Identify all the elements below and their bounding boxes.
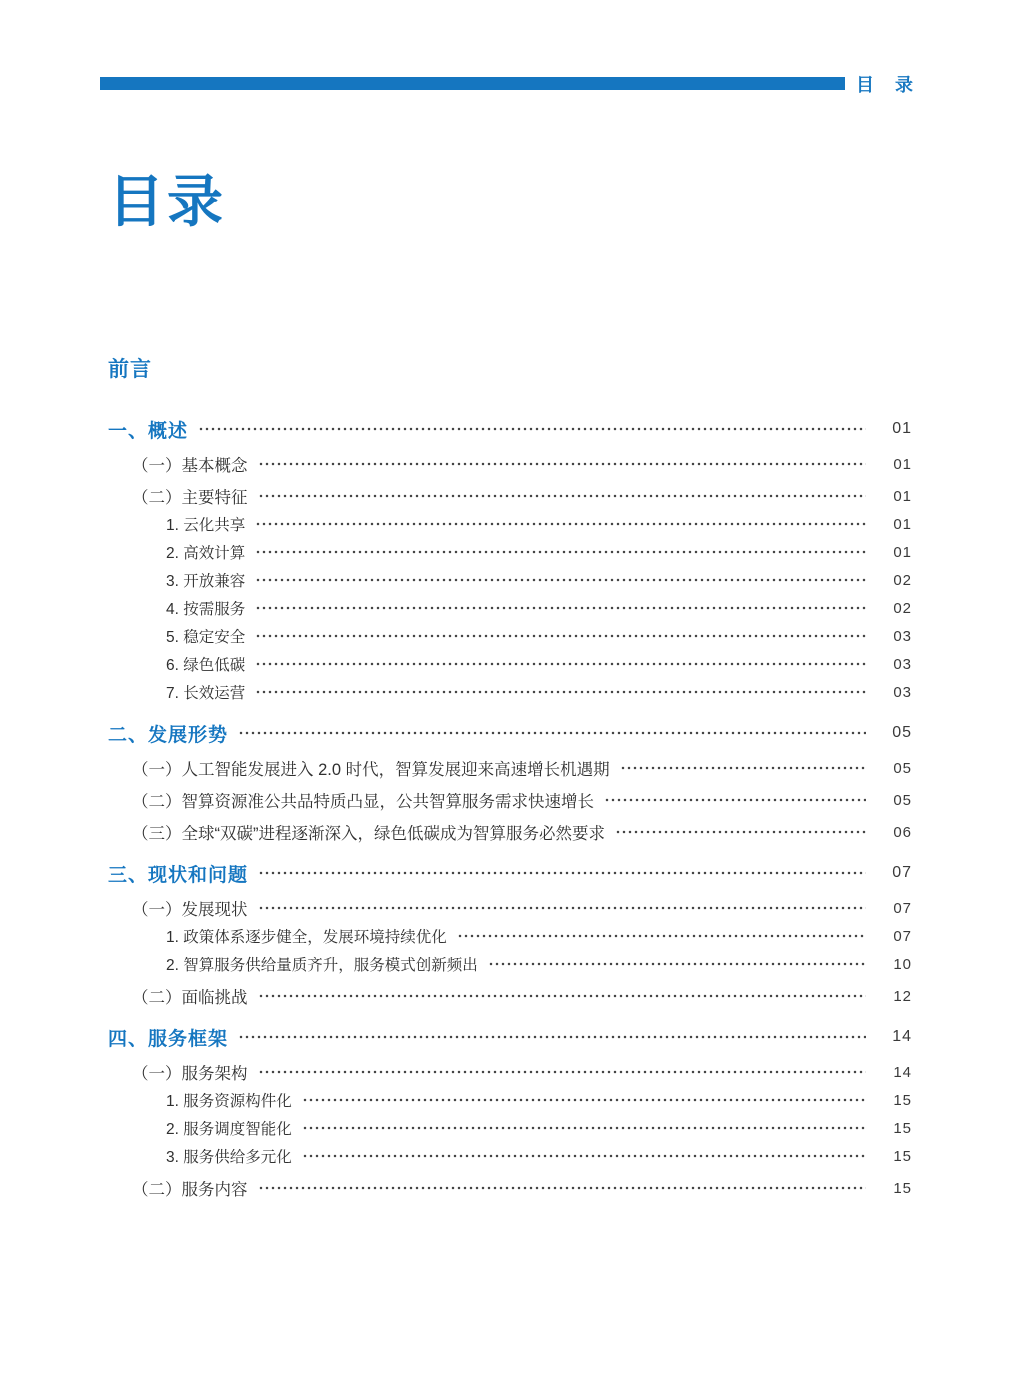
toc-entry-label: 3. 服务供给多元化 [166,1149,292,1166]
toc-entry-leader [302,1086,866,1114]
toc-entry-label: 二、发展形势 [108,724,229,746]
toc-entry-page: 01 [893,543,912,561]
toc-entry-leader [457,922,866,950]
toc-entry-label: （一）发展现状 [132,901,248,919]
toc-entry-leader [255,510,866,538]
toc-entry-page: 07 [893,899,912,917]
toc-entry [108,818,912,846]
toc-entry-label: 6. 绿色低碳 [166,657,246,674]
toc-entry [108,415,912,443]
toc-entry-label: 2. 智算服务供给量质齐升，服务模式创新频出 [166,957,478,974]
toc-entry-leader [488,950,866,978]
toc-entry-page: 02 [893,571,912,589]
toc-entry [108,1086,912,1114]
toc-entry [108,719,912,747]
toc-entry-page: 15 [893,1179,912,1197]
toc-entry-page: 15 [893,1119,912,1137]
toc-entry-leader [302,1142,866,1170]
toc-entry [108,786,912,814]
header-rule [100,77,845,90]
toc-entry [108,538,912,566]
toc-entry-page: 15 [893,1147,912,1165]
toc-entry-label: （二）智算资源准公共品特质凸显，公共智算服务需求快速增长 [132,793,594,811]
toc-entry-leader [255,622,866,650]
toc-entry-label: （二）服务内容 [132,1181,248,1199]
toc-entry [108,1142,912,1170]
toc-entry-label: 2. 高效计算 [166,545,246,562]
toc-entry [108,1114,912,1142]
toc-entry-leader [302,1114,866,1142]
toc-entry [108,566,912,594]
toc-entry-page: 01 [893,515,912,533]
toc-entry [108,650,912,678]
toc-entry-leader [198,415,866,443]
toc-entry-label: 1. 云化共享 [166,517,246,534]
toc-entry-label: （二）面临挑战 [132,989,248,1007]
toc-entry-label: 4. 按需服务 [166,601,246,618]
toc-entry-page: 12 [893,987,912,1005]
toc-entry-leader [258,982,867,1010]
toc-entry-leader [238,719,866,747]
toc-entry-leader [258,1174,867,1202]
toc-entry-leader [620,754,866,782]
header-corner-label: 目 录 [856,75,922,95]
toc-entry-leader [604,786,866,814]
toc-entry-leader [255,594,866,622]
toc-entry-leader [238,1023,866,1051]
toc-entry-page: 06 [893,823,912,841]
toc-entry-page: 10 [893,955,912,973]
toc-entry [108,510,912,538]
toc-entry-leader [258,894,867,922]
toc-entry-page: 07 [893,927,912,945]
toc-entry-leader [255,650,866,678]
toc-entry-page: 14 [893,1063,912,1081]
toc-entry [108,482,912,510]
toc-entry-leader [258,482,867,510]
toc-entry-label: （一）服务架构 [132,1065,248,1083]
toc-entry-page: 01 [892,420,912,437]
toc-entry-page: 05 [892,724,912,741]
toc-entry [108,1058,912,1086]
toc-list [108,402,912,1202]
toc-entry-leader [255,538,866,566]
toc-entry [108,982,912,1010]
toc-entry [108,894,912,922]
toc-entry-label: （二）主要特征 [132,489,248,507]
toc-entry [108,1174,912,1202]
toc-entry-leader [258,859,866,887]
toc-entry-label: 一、概述 [108,420,189,442]
toc-entry [108,859,912,887]
toc-entry-label: 2. 服务调度智能化 [166,1121,292,1138]
toc-entry-page: 03 [893,655,912,673]
toc-entry-label: 三、现状和问题 [108,864,249,886]
toc-entry [108,922,912,950]
toc-entry [108,678,912,706]
toc-entry-page: 01 [893,455,912,473]
toc-entry [108,950,912,978]
toc-entry-page: 03 [893,683,912,701]
toc-entry-page: 02 [893,599,912,617]
toc-entry-page: 05 [893,759,912,777]
toc-entry-page: 01 [893,487,912,505]
toc-entry-page: 07 [892,864,912,881]
toc-entry-page: 03 [893,627,912,645]
toc-entry-leader [258,450,867,478]
toc-entry-label: （一）基本概念 [132,457,248,475]
toc-entry-label: （一）人工智能发展进入 2.0 时代，智算发展迎来高速增长机遇期 [132,761,610,779]
toc-entry-leader [255,678,866,706]
page-title: 目录 [108,170,226,233]
toc-entry [108,754,912,782]
toc-entry [108,1023,912,1051]
toc-entry [108,450,912,478]
toc-entry-label: 3. 开放兼容 [166,573,246,590]
toc-entry-leader [258,1058,867,1086]
toc-entry [108,594,912,622]
toc-entry-label: 1. 服务资源构件化 [166,1093,292,1110]
toc-entry-page: 15 [893,1091,912,1109]
toc-entry-leader [255,566,866,594]
preface-heading: 前言 [108,358,152,381]
toc-entry-page: 14 [892,1028,912,1045]
toc-entry-label: （三）全球“双碳”进程逐渐深入，绿色低碳成为智算服务必然要求 [132,825,605,843]
toc-entry-label: 5. 稳定安全 [166,629,246,646]
toc-entry-label: 1. 政策体系逐步健全，发展环境持续优化 [166,929,447,946]
toc-entry-page: 05 [893,791,912,809]
toc-entry-leader [615,818,866,846]
toc-entry-label: 四、服务框架 [108,1028,229,1050]
toc-entry [108,622,912,650]
toc-entry-label: 7. 长效运营 [166,685,246,702]
